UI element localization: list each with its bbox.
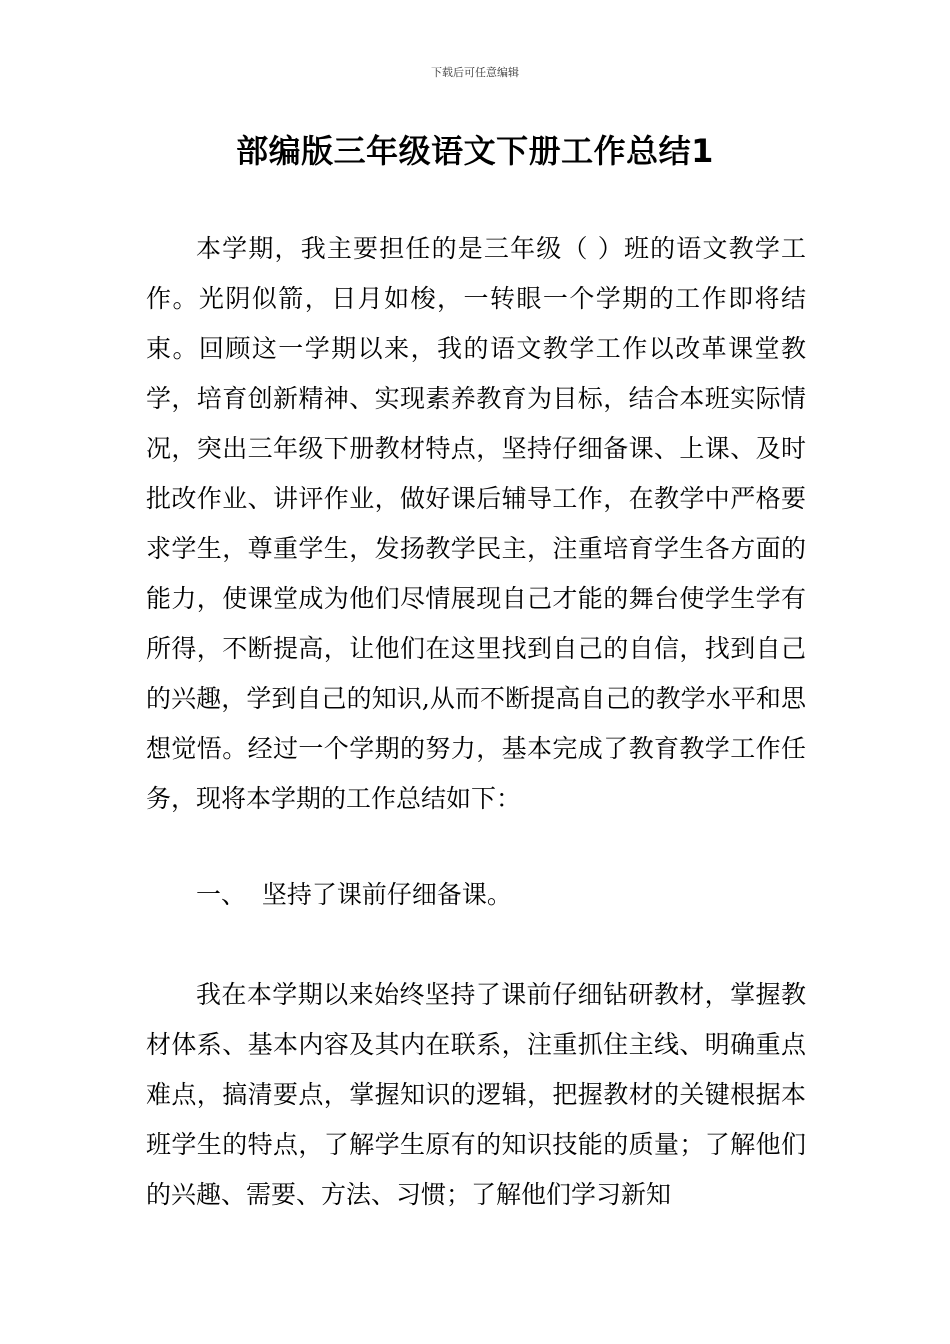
section-heading: 一、 坚持了课前仔细备课。 <box>196 880 512 909</box>
header-note: 下载后可任意编辑 <box>431 66 519 79</box>
intro-paragraph: 本学期，我主要担任的是三年级（ ）班的语文教学工作。光阴似箭，日月如梭，一转眼一个学期的工作即将结束。回顾这一学期以来，我的语文教学工作以改革课堂教学，培育创新精神、实现素养教育为目标，结合本班实际情况，突出三年级下册教材特点，坚持仔细备课、上课、及时批改作业、讲评作业，做好课后辅导工作，在教学中严格要求学生，尊重学生，发扬教学民主，注重培育学生各方面的能力，使课堂成为他们尽情展现自己才能的舞台使学生学有所得，不断提高，让他们在这里找到自己的自信，找到自己的兴趣，学到自己的知识,从而不断提高自己的教学水平和思想觉悟。经过一个学期的努力，基本完成了教育教学工作任务，现将本学期的工作总结如下： <box>146 234 806 813</box>
document-title: 部编版三年级语文下册工作总结1 <box>236 132 714 170</box>
section-paragraph: 我在本学期以来始终坚持了课前仔细钻研教材，掌握教材体系、基本内容及其内在联系，注重抓住主线、明确重点难点，搞清要点，掌握知识的逻辑，把握教材的关键根据本班学生的特点，了解学生原有的知识技能的质量；了解他们的兴趣、需要、方法、习惯；了解他们学习新知 <box>146 980 806 1209</box>
